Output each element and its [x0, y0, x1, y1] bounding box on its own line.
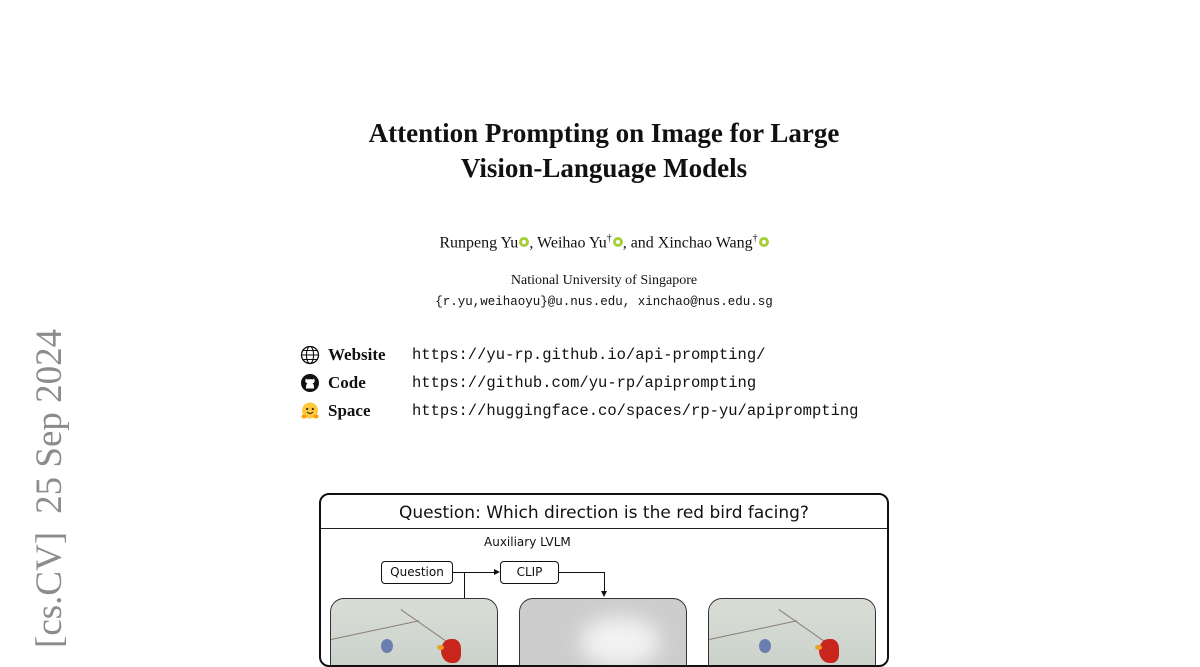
clip-down-line — [604, 572, 605, 592]
teaser-figure — [319, 493, 889, 667]
space-label: Space — [328, 401, 371, 420]
website-label: Website — [328, 345, 386, 364]
blue-bird — [381, 639, 393, 653]
orcid-icon[interactable] — [519, 237, 529, 247]
space-url-link[interactable]: https://huggingface.co/spaces/rp-yu/apiprompting — [412, 402, 859, 420]
corresponding-mark: † — [752, 233, 758, 244]
author-emails: {r.yu,weihaoyu}@u.nus.edu, xinchao@nus.edu.sg — [435, 295, 773, 309]
arxiv-identifier — [26, 303, 74, 648]
author-separator: , — [529, 234, 538, 252]
paper-title-line-1: Attention Prompting on Image for Large — [368, 118, 840, 148]
arxiv-category: [cs.CV] — [29, 531, 70, 648]
author-list — [250, 228, 958, 254]
author-name: Runpeng Yu — [439, 234, 519, 252]
question-down-line — [464, 572, 465, 598]
github-icon — [300, 373, 320, 393]
figure-question: Question: Which direction is the red bird facing? — [321, 495, 887, 529]
orcid-icon[interactable] — [613, 237, 623, 247]
prompted-image-panel — [708, 598, 876, 667]
code-label: Code — [328, 373, 366, 392]
auxiliary-lvlm-label: Auxiliary LVLM — [484, 535, 571, 549]
affiliation: National University of Singapore — [510, 273, 698, 288]
blue-bird — [759, 639, 771, 653]
arrowhead-icon — [494, 569, 500, 575]
paper-title — [250, 116, 958, 186]
huggingface-icon — [300, 401, 320, 421]
question-to-clip-line — [452, 572, 496, 573]
attention-map-panel — [519, 598, 687, 667]
clip-out-line — [558, 572, 604, 573]
question-box: Question — [381, 561, 453, 584]
project-links — [300, 341, 858, 425]
red-bird — [819, 639, 839, 663]
author-name: Weihao Yu — [537, 234, 607, 252]
paper-title-line-2: Vision-Language Models — [460, 153, 748, 183]
author-separator: , and — [622, 234, 658, 252]
arxiv-date: 25 Sep 2024 — [29, 328, 70, 514]
website-url-link[interactable]: https://yu-rp.github.io/api-prompting/ — [412, 346, 766, 364]
website-link-row — [300, 341, 858, 369]
author-name: Xinchao Wang — [657, 234, 753, 252]
arrowhead-icon — [601, 591, 607, 597]
red-bird — [441, 639, 461, 663]
clip-box: CLIP — [500, 561, 559, 584]
orcid-icon[interactable] — [759, 237, 769, 247]
corresponding-mark: † — [606, 233, 612, 244]
globe-icon — [300, 345, 320, 365]
space-link-row — [300, 397, 858, 425]
code-link-row — [300, 369, 858, 397]
code-url-link[interactable]: https://github.com/yu-rp/apiprompting — [412, 374, 757, 392]
input-image-panel — [330, 598, 498, 667]
